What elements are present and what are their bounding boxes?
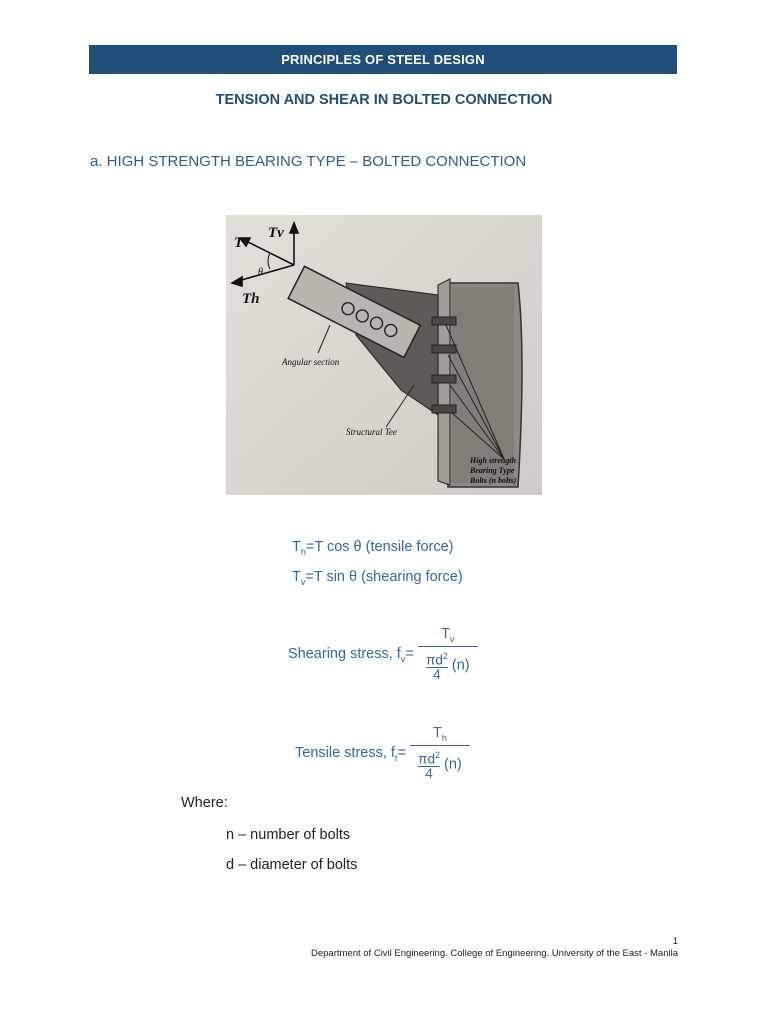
connection-figure <box>226 215 542 495</box>
label-Tv: Tv <box>268 225 284 241</box>
page-number: 1 <box>672 936 678 947</box>
label-bolts-2: Bearing Type <box>470 466 515 475</box>
section-heading: a. HIGH STRENGTH BEARING TYPE – BOLTED CONNECTION <box>90 153 527 170</box>
shearing-stress-formula: Shearing stress, $f_v=$ $\frac{T_v}{\frac{\pi d^2}{4} (n)}$ <box>288 626 478 682</box>
where-label: Where: <box>181 795 228 811</box>
label-Th: Th <box>242 291 260 307</box>
definition-n: n – number of bolts <box>226 827 351 843</box>
tv-formula: $T_v=T$ sin θ (shearing force) <box>292 569 463 587</box>
header-banner: PRINCIPLES OF STEEL DESIGN <box>89 45 677 74</box>
tensile-stress-formula: Tensile stress, $f_t=$ $\frac{T_h}{\frac{\pi d^2}{4} (n)}$ <box>295 725 470 781</box>
label-T: T <box>234 235 244 251</box>
label-bolts-1: High strength <box>470 456 517 465</box>
label-structural-tee: Structural Tee <box>346 427 397 437</box>
label-bolts-3: Bolts (n bolts) <box>470 476 517 485</box>
th-formula: $T_h=T$ cos θ (tensile force) <box>292 539 454 557</box>
footer-text: Department of Civil Engineering. College of Engineering. University of the East - Manila <box>311 948 678 959</box>
label-theta: θ <box>258 267 263 278</box>
definition-d: d – diameter of bolts <box>226 857 358 873</box>
label-angular-section: Angular section <box>282 357 340 367</box>
connection-diagram <box>226 215 542 495</box>
page-title: TENSION AND SHEAR IN BOLTED CONNECTION <box>215 92 553 108</box>
